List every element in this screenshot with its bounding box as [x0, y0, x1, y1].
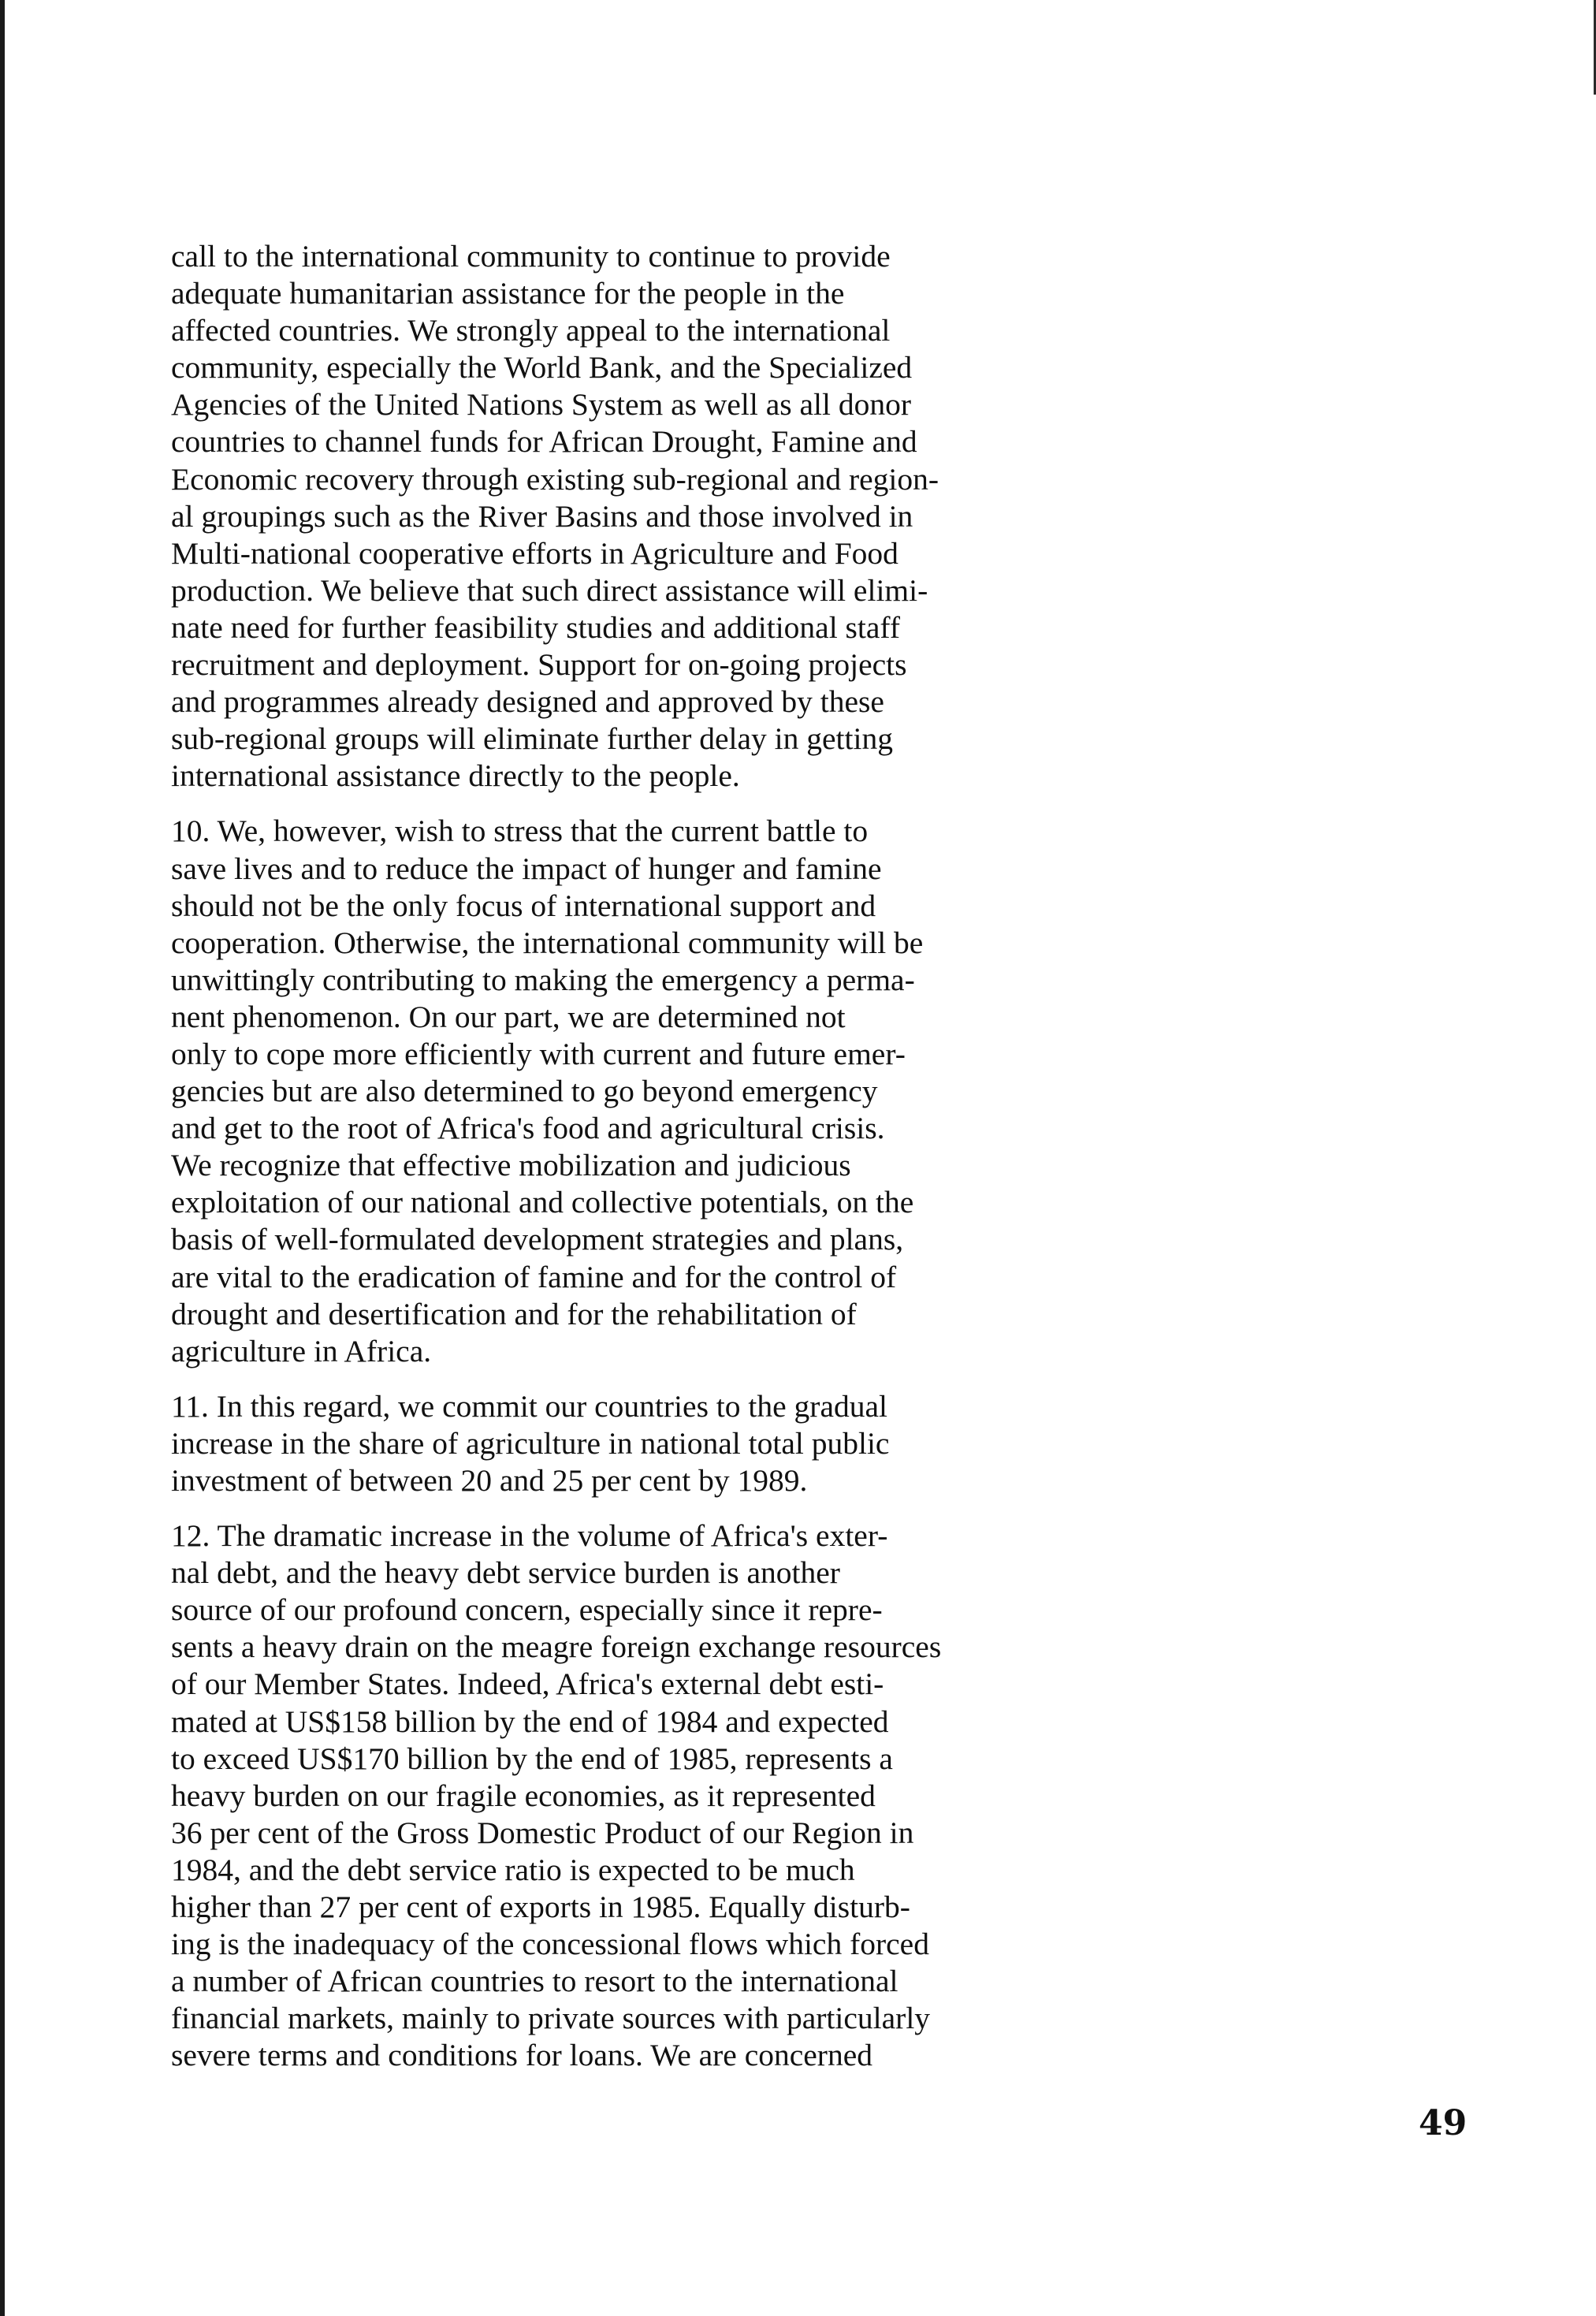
text-line: save lives and to reduce the impact of hunger and famine	[171, 851, 882, 886]
text-line: international assistance directly to the people.	[171, 758, 740, 794]
text-line: recruitment and deployment. Support for on-going projects	[171, 647, 907, 683]
text-line: production. We believe that such direct assistance will elimi-	[171, 572, 928, 608]
page-number: 49	[1419, 2103, 1468, 2143]
text-line: basis of well-formulated development strategies and plans,	[171, 1222, 904, 1257]
text-line: nent phenomenon. On our part, we are determined not	[171, 999, 846, 1034]
text-line: ing is the inadequacy of the concessional flows which forced	[171, 1927, 929, 1962]
text-line: financial markets, mainly to private sources with particularly	[171, 2001, 931, 2036]
text-line: call to the international community to continue to provide	[171, 239, 891, 274]
body-text	[171, 238, 1058, 2093]
paragraph-10	[171, 813, 1058, 1369]
text-line: Agencies of the United Nations System as well as all donor	[171, 387, 912, 423]
text-line: adequate humanitarian assistance for the people in the	[171, 276, 845, 311]
text-line: 10. We, however, wish to stress that the current battle to	[171, 814, 869, 849]
text-line: a number of African countries to resort to the international	[171, 1964, 898, 1999]
text-line: and programmes already designed and approved by these	[171, 684, 884, 720]
text-line: cooperation. Otherwise, the international community will be	[171, 925, 924, 960]
text-line: and get to the root of Africa's food and agricultural crisis.	[171, 1111, 885, 1146]
text-line: countries to channel funds for African Drought, Famine and	[171, 424, 917, 460]
text-line: 12. The dramatic increase in the volume of Africa's exter-	[171, 1518, 888, 1554]
text-line: mated at US$158 billion by the end of 1984 and expected	[171, 1703, 889, 1739]
text-line: exploitation of our national and collective potentials, on the	[171, 1185, 914, 1220]
text-line: agriculture in Africa.	[171, 1333, 432, 1368]
text-line: to exceed US$170 billion by the end of 1985, represents a	[171, 1741, 893, 1776]
text-line: sub-regional groups will eliminate further delay in getting	[171, 721, 893, 757]
text-line: 36 per cent of the Gross Domestic Product of our Region in	[171, 1815, 914, 1850]
paragraph-continuation	[171, 238, 1058, 795]
text-line: only to cope more efficiently with current and future emer-	[171, 1036, 906, 1071]
text-line: severe terms and conditions for loans. We are concerned	[171, 2038, 872, 2073]
text-line: Multi-national cooperative efforts in Agriculture and Food	[171, 535, 898, 571]
text-line: unwittingly contributing to making the emergency a perma-	[171, 962, 915, 997]
scan-edge-left	[0, 0, 5, 2316]
text-line: al groupings such as the River Basins and those involved in	[171, 498, 913, 534]
text-line: drought and desertification and for the rehabilitation of	[171, 1296, 857, 1331]
text-line: should not be the only focus of international support and	[171, 888, 876, 923]
text-line: affected countries. We strongly appeal to the international	[171, 313, 891, 348]
text-line: gencies but are also determined to go beyond emergency	[171, 1074, 878, 1109]
text-line: community, especially the World Bank, and the Specialized	[171, 350, 913, 385]
text-line: heavy burden on our fragile economies, as it represented	[171, 1778, 876, 1813]
text-line: Economic recovery through existing sub-regional and region-	[171, 461, 939, 497]
text-line: 1984, and the debt service ratio is expected to be much	[171, 1852, 855, 1887]
text-line: nal debt, and the heavy debt service burden is another	[171, 1555, 840, 1591]
paragraph-11	[171, 1388, 1058, 1499]
text-line: 11. In this regard, we commit our countries to the gradual	[171, 1388, 887, 1424]
text-line: source of our profound concern, especially since it repre-	[171, 1592, 883, 1628]
text-line: sents a heavy drain on the meagre foreign exchange resources	[171, 1629, 942, 1665]
text-line: higher than 27 per cent of exports in 1985. Equally disturb-	[171, 1890, 910, 1925]
text-line: of our Member States. Indeed, Africa's external debt esti-	[171, 1666, 884, 1702]
text-line: We recognize that effective mobilization and judicious	[171, 1148, 851, 1183]
text-line: nate need for further feasibility studies and additional staff	[171, 609, 901, 645]
text-line: increase in the share of agriculture in national total public	[171, 1425, 890, 1461]
paragraph-12	[171, 1517, 1058, 2074]
text-line: are vital to the eradication of famine and for the control of	[171, 1259, 897, 1294]
text-line: investment of between 20 and 25 per cent by 1989.	[171, 1463, 808, 1498]
